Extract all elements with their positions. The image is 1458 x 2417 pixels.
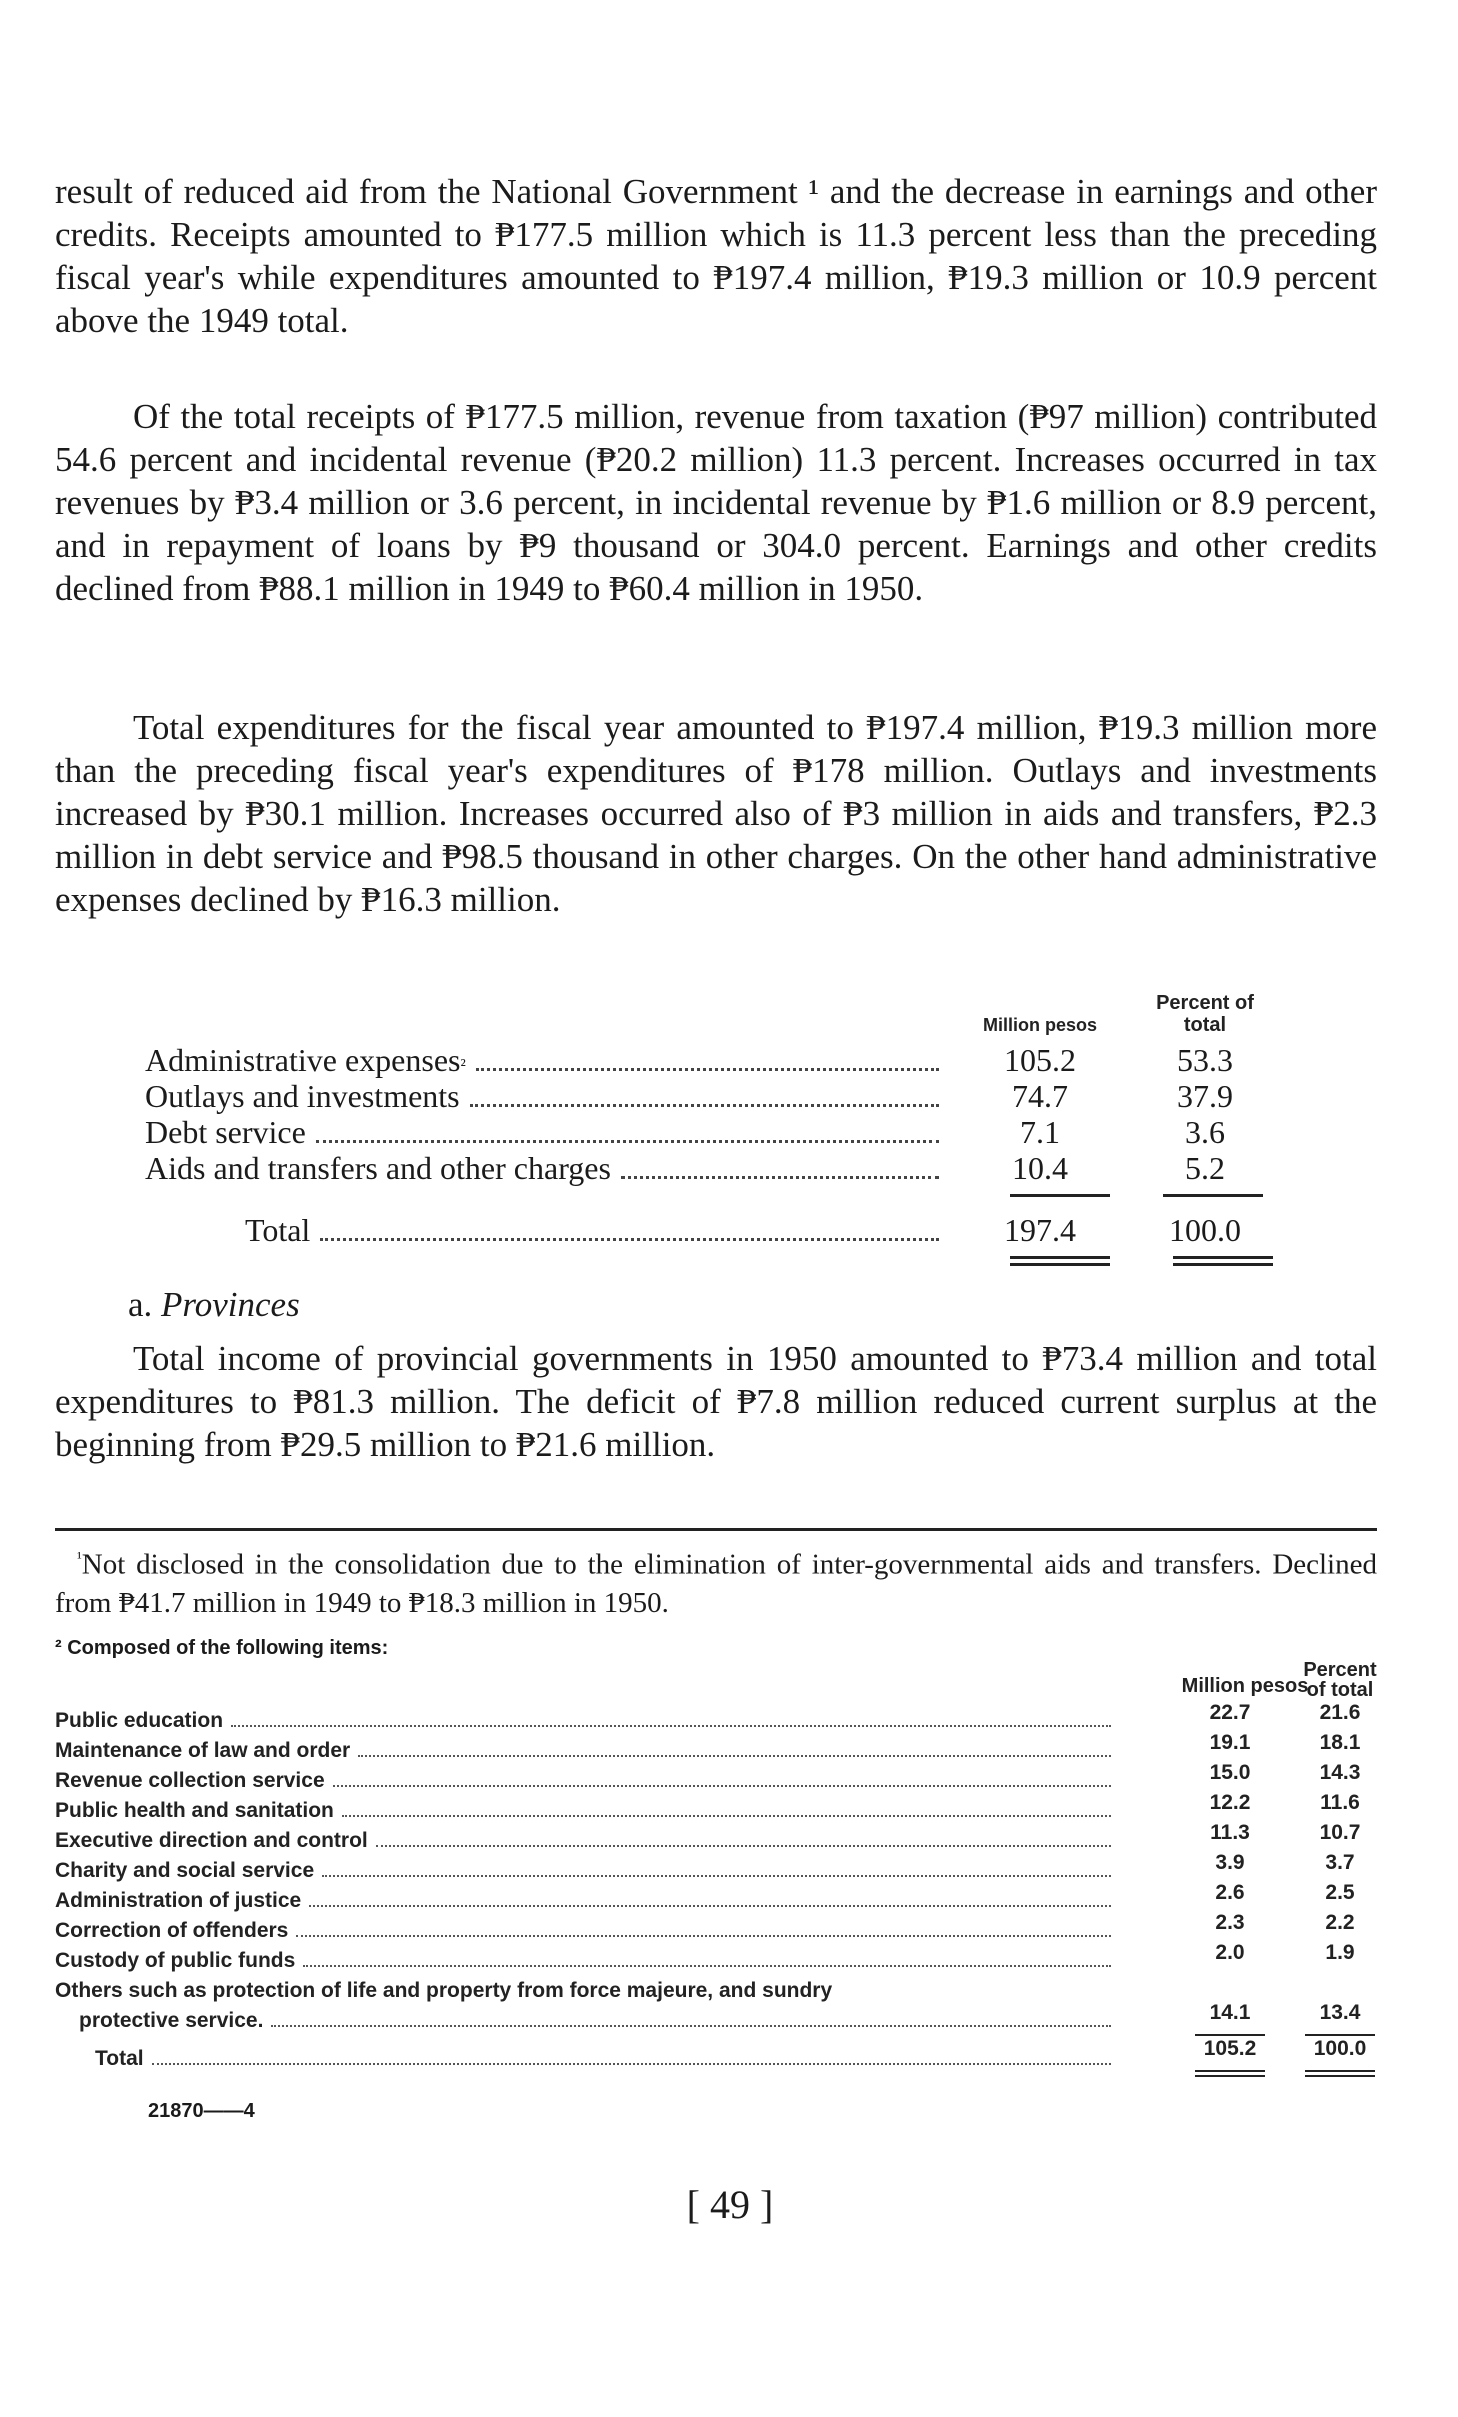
leader-dots xyxy=(376,1845,1111,1847)
fn-row xyxy=(55,1941,1385,1976)
fn-row-others xyxy=(55,1976,1385,2006)
leader-dots xyxy=(470,1104,939,1107)
fn-row-percent: 11.6 xyxy=(1320,1791,1360,1814)
fn-row-pesos: 2.6 xyxy=(1215,1881,1245,1904)
footnote-1-text: Not disclosed in the consolidation due to the elimination of inter-governmental aids and transfers. Declined from ₱41.7 million in 1949 to ₱18.3 million in 1950. xyxy=(55,1548,1377,1619)
leader-dots xyxy=(333,1785,1111,1787)
fn-row-pesos: 3.9 xyxy=(1215,1851,1245,1874)
fn-row-pesos: 11.3 xyxy=(1210,1821,1250,1844)
fn-col-header-million-pesos: Million pesos xyxy=(1181,1675,1309,1697)
section-letter: a. xyxy=(128,1285,153,1324)
table-total-row xyxy=(145,1212,1305,1248)
fn-row-label xyxy=(55,1706,1115,1736)
leader-dots xyxy=(271,2025,1111,2027)
row-pesos: 10.4 xyxy=(1012,1150,1068,1186)
leader-dots xyxy=(358,1755,1111,1757)
fn-row-label-text: Custody of public funds xyxy=(55,1949,296,1972)
fn-others-percent: 13.4 xyxy=(1319,2001,1361,2024)
total-double-rule-percent-1 xyxy=(1173,1256,1273,1259)
fn-row-pesos: 19.1 xyxy=(1209,1731,1251,1754)
fn-total-double-rule-percent-1 xyxy=(1305,2070,1375,2072)
fn-row xyxy=(55,1911,1385,1946)
leader-dots xyxy=(621,1176,939,1179)
row-pesos: 7.1 xyxy=(1020,1114,1060,1150)
print-code: 21870——4 xyxy=(148,2100,255,2122)
col-header-million-pesos: Million pesos xyxy=(982,1015,1097,1035)
footnote-ref: ² xyxy=(460,1055,466,1075)
fn-others-pesos: 14.1 xyxy=(1209,2001,1251,2024)
row-percent: 53.3 xyxy=(1177,1042,1233,1078)
fn-total-pesos: 105.2 xyxy=(1203,2037,1257,2060)
leader-dots xyxy=(303,1965,1111,1967)
fn-row xyxy=(55,1791,1385,1826)
fn-row-label xyxy=(55,1916,1115,1946)
fn-total-label xyxy=(95,2044,1115,2074)
fn-row-label-text: Maintenance of law and order xyxy=(55,1739,351,1762)
fn-row-pesos: 2.0 xyxy=(1215,1941,1245,1964)
leader-dots xyxy=(476,1068,939,1071)
fn-col-header-percent-line1: Percent xyxy=(1303,1659,1377,1681)
fn-col-header-percent-line2: of total xyxy=(1306,1679,1374,1701)
table-row xyxy=(145,1078,1305,1114)
fn-row-pesos: 15.0 xyxy=(1209,1761,1251,1784)
fn-others-line1 xyxy=(55,1976,1115,2006)
footnote-1-paragraph xyxy=(55,1540,1377,1622)
fn-row xyxy=(55,1821,1385,1856)
fn-row-percent: 18.1 xyxy=(1319,1731,1361,1754)
fn-row xyxy=(55,1881,1385,1916)
leader-dots xyxy=(316,1140,939,1143)
row-label-text: Aids and transfers and other charges xyxy=(145,1150,611,1186)
fn-row-label xyxy=(55,1796,1115,1826)
row-label-text: Administrative expenses xyxy=(145,1042,461,1078)
fn-row-label-text: Public education xyxy=(55,1709,224,1732)
row-label xyxy=(245,1212,945,1249)
fn-row-percent: 14.3 xyxy=(1319,1761,1361,1784)
total-pesos: 197.4 xyxy=(1004,1212,1076,1248)
row-label xyxy=(145,1150,945,1187)
fn-row-others-cont xyxy=(55,2001,1385,2036)
fn-row-label-text: Revenue collection service xyxy=(55,1769,325,1792)
fn-row xyxy=(55,1851,1385,1886)
row-label xyxy=(145,1078,945,1115)
row-label-text: Debt service xyxy=(145,1114,306,1150)
leader-dots xyxy=(152,2063,1111,2065)
footnote-1 xyxy=(55,1540,1377,1622)
fn-row-percent: 10.7 xyxy=(1319,1821,1361,1844)
fn-row-label xyxy=(55,1766,1115,1796)
paragraph-4 xyxy=(55,1337,1377,1466)
fn-others-line2-text: protective service. xyxy=(79,2009,264,2032)
page-number: [ 49 ] xyxy=(686,2182,774,2227)
fn-row-label xyxy=(55,1886,1115,1916)
paragraph-2-text: Of the total receipts of ₱177.5 million, revenue from taxation (₱97 million) contributed 54.6 percent and incidental revenue (₱20.2 million) 11.3 percent. Increases occurred in tax revenues by ₱3.4 million or 3.6 percent, in incidental revenue by ₱1.6 million or 8.9 percent, and in repayment of loans by ₱9 thousand or 304.0 percent. Earnings and other credits declined from ₱88.1 million in 1949 to ₱60.4 million in 1950. xyxy=(55,397,1377,608)
table-row xyxy=(145,1042,1305,1078)
fn-row-label xyxy=(55,1826,1115,1856)
leader-dots xyxy=(320,1238,939,1241)
leader-dots xyxy=(309,1905,1111,1907)
paragraph-4-text: Total income of provincial governments in 1950 amounted to ₱73.4 million and total expenditures to ₱81.3 million. The deficit of ₱7.8 million reduced current surplus at the beginning from ₱29.5 million to ₱21.6 million. xyxy=(55,1339,1377,1464)
fn-row-percent: 21.6 xyxy=(1319,1701,1361,1724)
fn-row xyxy=(55,1731,1385,1766)
total-double-rule-pesos-1 xyxy=(1010,1256,1110,1259)
subtotal-rule-pesos xyxy=(1010,1194,1110,1197)
fn-row-pesos: 22.7 xyxy=(1209,1701,1251,1724)
row-pesos: 105.2 xyxy=(1004,1042,1076,1078)
total-label: Total xyxy=(245,1212,311,1248)
total-double-rule-pesos-2 xyxy=(1010,1263,1110,1266)
fn-row-percent: 2.2 xyxy=(1325,1911,1355,1934)
leader-dots xyxy=(296,1935,1111,1937)
row-percent: 3.6 xyxy=(1185,1114,1225,1150)
section-heading xyxy=(128,1283,300,1326)
fn-row-percent: 2.5 xyxy=(1325,1881,1355,1904)
row-label xyxy=(145,1114,945,1151)
paragraph-1-text: result of reduced aid from the National Government ¹ and the decrease in earnings and other credits. Receipts amounted to ₱177.5 million which is 11.3 percent less than the preceding fiscal year's while expenditures amounted to ₱197.4 million, ₱19.3 million or 10.9 percent above the 1949 total. xyxy=(55,172,1377,340)
paragraph-2 xyxy=(55,395,1377,610)
fn-row-label-text: Public health and sanitation xyxy=(55,1799,334,1822)
fn-row-percent: 3.7 xyxy=(1325,1851,1355,1874)
col-header-percent-line2: total xyxy=(1183,1014,1227,1036)
paragraph-3 xyxy=(55,706,1377,921)
leader-dots xyxy=(322,1875,1111,1877)
row-percent: 37.9 xyxy=(1177,1078,1233,1114)
fn-total-double-rule-pesos-1 xyxy=(1195,2070,1265,2072)
fn-row xyxy=(55,1701,1385,1736)
fn-total-percent: 100.0 xyxy=(1313,2037,1367,2060)
fn-others-line1-text: Others such as protection of life and property from force majeure, and sundry xyxy=(55,1979,833,2002)
col-header-percent xyxy=(1145,992,1265,1036)
fn-total-row xyxy=(55,2037,1385,2074)
fn-row-label-text: Executive direction and control xyxy=(55,1829,368,1852)
footnote-2-title: ² Composed of the following items: xyxy=(55,1637,389,1659)
fn-row-label xyxy=(55,1736,1115,1766)
paragraph-3-text: Total expenditures for the fiscal year amounted to ₱197.4 million, ₱19.3 million more than the preceding fiscal year's expenditures of ₱178 million. Outlays and investments increased by ₱30.1 million. Increases occurred also of ₱3 million in aids and transfers, ₱2.3 million in debt service and ₱98.5 thousand in other charges. On the other hand administrative expenses declined by ₱16.3 million. xyxy=(55,708,1377,919)
fn-total-double-rule-pesos-2 xyxy=(1195,2075,1265,2077)
table-row xyxy=(145,1114,1305,1150)
fn-total-double-rule-percent-2 xyxy=(1305,2075,1375,2077)
section-title: Provinces xyxy=(161,1285,300,1324)
fn-row-label-text: Administration of justice xyxy=(55,1889,302,1912)
footnote-separator xyxy=(55,1528,1377,1531)
leader-dots xyxy=(231,1725,1111,1727)
total-double-rule-percent-2 xyxy=(1173,1263,1273,1266)
fn-row-pesos: 12.2 xyxy=(1209,1791,1251,1814)
subtotal-rule-percent xyxy=(1163,1194,1263,1197)
fn-total-label-text: Total xyxy=(95,2047,144,2070)
total-percent: 100.0 xyxy=(1169,1212,1241,1248)
fn-row-percent: 1.9 xyxy=(1325,1941,1355,1964)
fn-row-label xyxy=(55,1946,1115,1976)
row-pesos: 74.7 xyxy=(1012,1078,1068,1114)
fn-row-label-text: Charity and social service xyxy=(55,1859,315,1882)
row-label xyxy=(145,1042,945,1083)
fn-row-label-text: Correction of offenders xyxy=(55,1919,289,1942)
leader-dots xyxy=(342,1815,1111,1817)
col-header-percent-line1: Percent of xyxy=(1156,992,1254,1014)
table-row xyxy=(145,1150,1305,1186)
fn-row-pesos: 2.3 xyxy=(1215,1911,1245,1934)
row-label-text: Outlays and investments xyxy=(145,1078,460,1114)
row-percent: 5.2 xyxy=(1185,1150,1225,1186)
footnote-1-mark: ¹ xyxy=(77,1550,82,1567)
fn-others-line2 xyxy=(79,2006,1115,2036)
fn-row xyxy=(55,1761,1385,1796)
fn-row-label xyxy=(55,1856,1115,1886)
fn-col-header-percent xyxy=(1290,1660,1390,1700)
paragraph-1 xyxy=(55,170,1377,342)
